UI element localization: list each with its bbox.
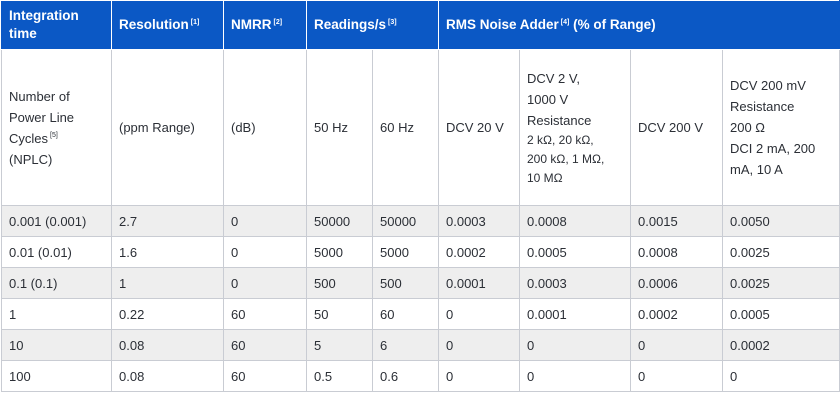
nmrr-header: NMRR [2]: [224, 1, 307, 50]
readings-header: Readings/s [3]: [307, 1, 439, 50]
table-cell: 0.22: [112, 299, 224, 330]
resolution-header: Resolution [1]: [112, 1, 224, 50]
table-cell: 0.08: [112, 361, 224, 392]
table-cell: 0.0002: [439, 237, 520, 268]
table-cell: 1: [112, 268, 224, 299]
table-cell: 60: [373, 299, 439, 330]
table-cell: 0.01 (0.01): [2, 237, 112, 268]
table-cell: 0.0005: [520, 237, 631, 268]
table-cell: 0: [520, 330, 631, 361]
table-cell: 60: [224, 299, 307, 330]
table-cell: 500: [373, 268, 439, 299]
table-cell: 1.6: [112, 237, 224, 268]
table-cell: 5000: [373, 237, 439, 268]
table-cell: 0: [631, 330, 723, 361]
table-row: [2, 268, 840, 299]
table-cell: 50000: [307, 206, 373, 237]
rms-noise-header: RMS Noise Adder [4] (% of Range): [439, 1, 840, 50]
table-row: [2, 330, 840, 361]
table-cell: 0.0025: [723, 237, 840, 268]
table-cell: 0: [224, 237, 307, 268]
table-cell: 500: [307, 268, 373, 299]
table-cell: 0.1 (0.1): [2, 268, 112, 299]
hz60-label: 60 Hz: [373, 50, 439, 206]
specs-table: [1, 0, 840, 392]
table-cell: 0: [631, 361, 723, 392]
table-cell: 0: [439, 361, 520, 392]
table-cell: 1: [2, 299, 112, 330]
table-cell: 0.0003: [520, 268, 631, 299]
table-cell: 60: [224, 330, 307, 361]
nplc-cell: Number of Power Line Cycles [5] (NPLC): [2, 50, 112, 206]
table-row: [2, 206, 840, 237]
table-cell: 0: [224, 268, 307, 299]
dcv20-label: DCV 20 V: [439, 50, 520, 206]
table-cell: 0.0008: [631, 237, 723, 268]
resolution-unit: (ppm Range): [112, 50, 224, 206]
table-cell: 0: [224, 206, 307, 237]
table-cell: 0.0008: [520, 206, 631, 237]
nmrr-unit: (dB): [224, 50, 307, 206]
table-cell: 0.0001: [520, 299, 631, 330]
table-cell: 0.5: [307, 361, 373, 392]
table-cell: 50000: [373, 206, 439, 237]
units-row: [2, 50, 840, 206]
header-row: [2, 1, 840, 50]
table-cell: 60: [224, 361, 307, 392]
table-cell: 100: [2, 361, 112, 392]
table-cell: 0: [439, 330, 520, 361]
dcv200m-cell: DCV 200 mV Resistance 200 Ω DCI 2 mA, 200 mA, 10 A: [723, 50, 840, 206]
table-cell: 0.0015: [631, 206, 723, 237]
table-cell: 0: [439, 299, 520, 330]
table-row: [2, 299, 840, 330]
dcv200-label: DCV 200 V: [631, 50, 723, 206]
table-cell: 0.001 (0.001): [2, 206, 112, 237]
hz50-label: 50 Hz: [307, 50, 373, 206]
dcv2-cell: DCV 2 V, 1000 V Resistance 2 kΩ, 20 kΩ, 200 kΩ, 1 MΩ, 10 MΩ: [520, 50, 631, 206]
table-row: [2, 361, 840, 392]
table-cell: 2.7: [112, 206, 224, 237]
table-cell: 0.0006: [631, 268, 723, 299]
table-cell: 0.0001: [439, 268, 520, 299]
table-cell: 6: [373, 330, 439, 361]
table-row: [2, 237, 840, 268]
table-cell: 10: [2, 330, 112, 361]
table-cell: 0.0005: [723, 299, 840, 330]
table-cell: 0.0025: [723, 268, 840, 299]
table-cell: 5000: [307, 237, 373, 268]
table-cell: 0.0002: [631, 299, 723, 330]
table-cell: 0.0003: [439, 206, 520, 237]
table-cell: 0.6: [373, 361, 439, 392]
table-cell: 0.08: [112, 330, 224, 361]
integration-time-header: Integration time: [2, 1, 112, 50]
table-cell: 0: [723, 361, 840, 392]
table-body: [2, 206, 840, 392]
table-cell: 50: [307, 299, 373, 330]
table-cell: 5: [307, 330, 373, 361]
table-cell: 0.0050: [723, 206, 840, 237]
table-cell: 0: [520, 361, 631, 392]
table-cell: 0.0002: [723, 330, 840, 361]
